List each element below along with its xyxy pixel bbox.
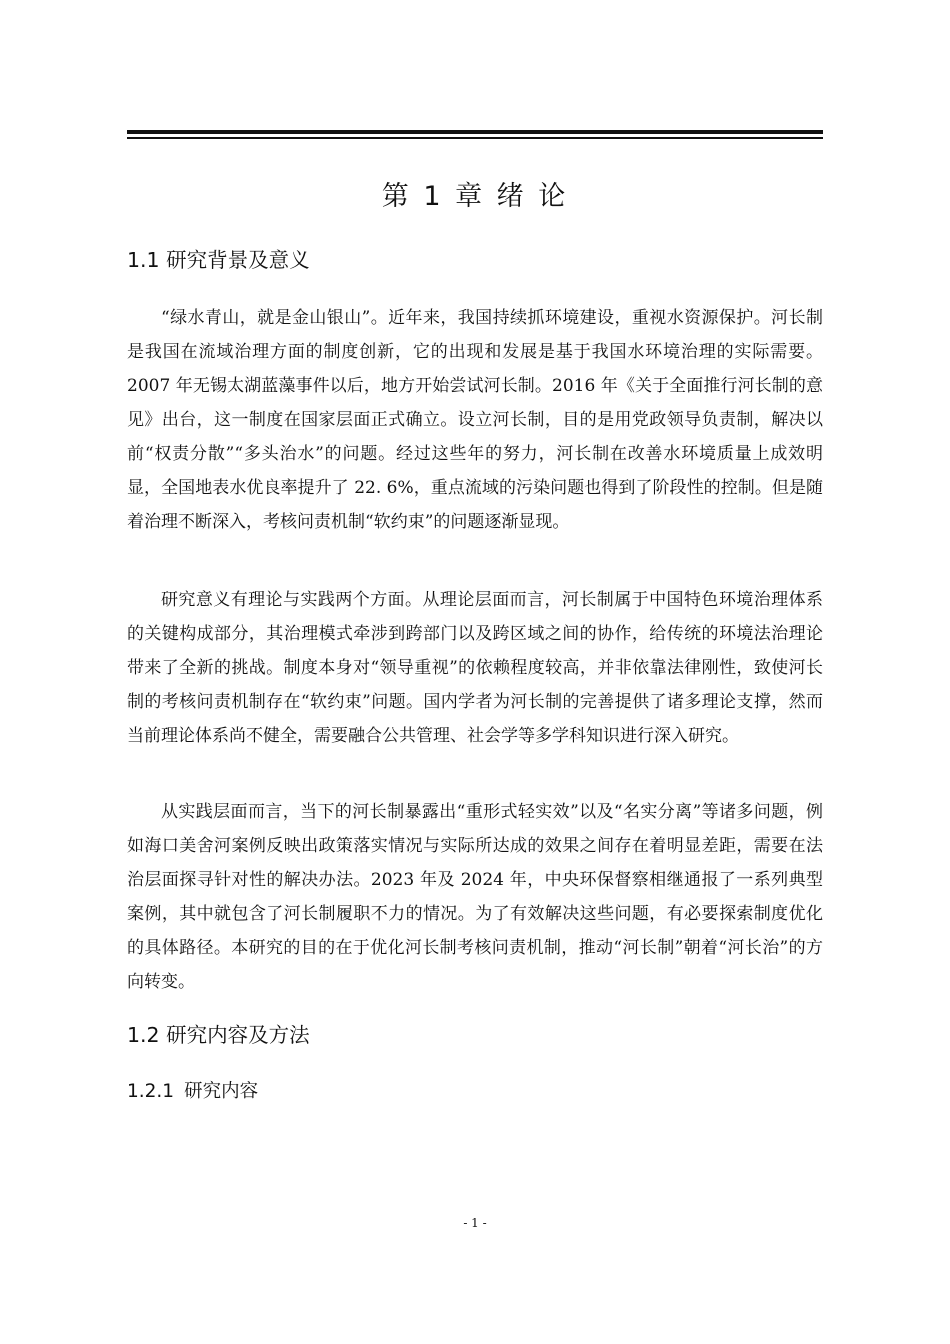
paragraph-practice-significance: 从实践层面而言，当下的河长制暴露出“重形式轻实效”以及“名实分离”等诸多问题，例如海口美舍河案例反映出政策落实情况与实际所达成的效果之间存在着明显差距，需要在法治层面探寻针对性的解决办法。2023 年及 2024 年，中央环保督察相继通报了一系列典型案例，其中就包含了河长制履职不力的情况。为了有效解决这些问题，有必要探索制度优化的具体路径。本研究的目的在于优化河长制考核问责机制，推动“河长制”朝着“河长治”的方向转变。 [127,802,823,992]
subsection-number: 1.2.1 [127,1081,175,1102]
header-rule-thin [127,137,823,139]
subsection-heading-1-2-1 [127,1077,258,1103]
page-number: - 1 - [463,1216,487,1230]
section-heading-1-1: 1.1 研究背景及意义 [127,248,310,272]
subsection-title: 研究内容 [184,1081,259,1102]
section-heading-1-2: 1.2 研究内容及方法 [127,1023,310,1047]
header-rule-thick [127,130,823,134]
paragraph-theory-significance: 研究意义有理论与实践两个方面。从理论层面而言，河长制属于中国特色环境治理体系的关键构成部分，其治理模式牵涉到跨部门以及跨区域之间的协作，给传统的环境法治理论带来了全新的挑战。制度本身对“领导重视”的依赖程度较高，并非依靠法律刚性，致使河长制的考核问责机制存在“软约束”问题。国内学者为河长制的完善提供了诸多理论支撑，然而当前理论体系尚不健全，需要融合公共管理、社会学等多学科知识进行深入研究。 [127,590,823,746]
paragraph-background: “绿水青山，就是金山银山”。近年来，我国持续抓环境建设，重视水资源保护。河长制是我国在流域治理方面的制度创新，它的出现和发展是基于我国水环境治理的实际需要。2007 年无锡太湖蓝藻事件以后，地方开始尝试河长制。2016 年《关于全面推行河长制的意见》出台，这一制度在国家层面正式确立。设立河长制，目的是用党政领导负责制，解决以前“权责分散”“多头治水”的问题。经过这些年的努力，河长制在改善水环境质量上成效明显，全国地表水优良率提升了 22. 6%，重点流域的污染问题也得到了阶段性的控制。但是随着治理不断深入，考核问责机制“软约束”的问题逐渐显现。 [127,308,823,532]
chapter-title: 第 1 章 绪 论 [381,181,569,212]
